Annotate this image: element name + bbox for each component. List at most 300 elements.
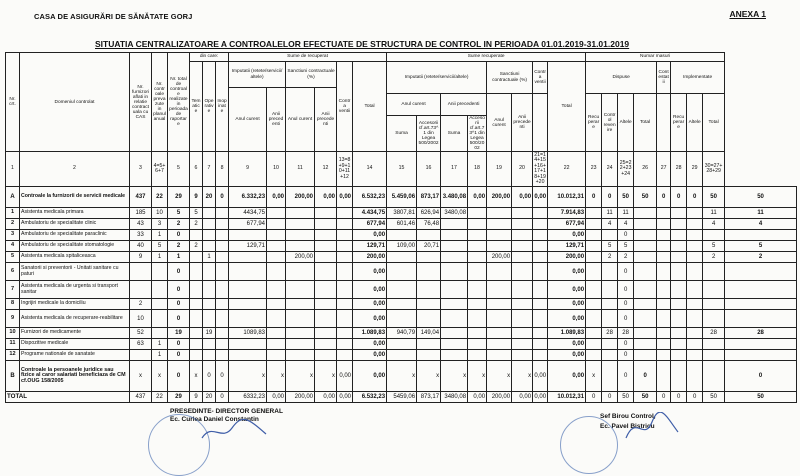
cell-col-17 bbox=[468, 230, 487, 241]
cell-col-3: 22 bbox=[152, 187, 168, 208]
cell-col-2: 63 bbox=[130, 339, 152, 350]
cell-col-15: 20,71 bbox=[417, 241, 441, 252]
row-label: Asistenta medicala de recuperare-reabilitare bbox=[20, 310, 130, 328]
cell-col-18 bbox=[487, 230, 512, 241]
cell-col-18 bbox=[487, 208, 512, 219]
cell-col-20 bbox=[533, 350, 548, 361]
cell-col-17: x bbox=[468, 361, 487, 392]
cell-col-19 bbox=[512, 252, 533, 263]
cell-col-15 bbox=[417, 299, 441, 310]
document-title: SITUATIA CENTRALIZATOARE A CONTROALELOR EFECTUATE DE STRUCTURA DE CONTROL IN PERIOADA 01.01.2019-31.01.2019 bbox=[95, 39, 630, 49]
cell-col-6 bbox=[203, 230, 216, 241]
cell-col-28: 0 bbox=[687, 392, 703, 403]
table-row bbox=[6, 187, 797, 208]
cell-col-5 bbox=[190, 252, 203, 263]
cell-col-9: 0,00 bbox=[267, 392, 286, 403]
cell-col-30: 50 bbox=[725, 187, 797, 208]
cell-col-13: 0,00 bbox=[353, 263, 387, 281]
cell-col-11 bbox=[315, 252, 337, 263]
cell-col-25 bbox=[634, 230, 657, 241]
row-number: B bbox=[6, 361, 20, 392]
cell-col-29: 50 bbox=[703, 187, 725, 208]
cell-col-8 bbox=[229, 350, 267, 361]
cell-col-2: 52 bbox=[130, 328, 152, 339]
signature-left-name: Ec. Curlea Daniel Constantin bbox=[170, 415, 259, 423]
cell-col-29 bbox=[703, 299, 725, 310]
row-number: 7 bbox=[6, 281, 20, 299]
cell-col-11 bbox=[315, 219, 337, 230]
cell-col-26 bbox=[657, 230, 671, 241]
col-dispuse: Dispuse bbox=[586, 62, 657, 94]
cell-col-21: 10.012,31 bbox=[548, 187, 586, 208]
cell-col-11 bbox=[315, 350, 337, 361]
cell-col-23 bbox=[602, 299, 618, 310]
cell-col-30: 28 bbox=[725, 328, 797, 339]
cell-col-8 bbox=[229, 339, 267, 350]
cell-col-6 bbox=[203, 263, 216, 281]
cell-col-18 bbox=[487, 219, 512, 230]
col-nr-total: Nr. total de controale realizate in perioada de raportare bbox=[168, 53, 190, 152]
cell-col-26 bbox=[657, 208, 671, 219]
col-rec-sanc-anul-curent: Anul curent bbox=[487, 94, 512, 152]
cell-col-26 bbox=[657, 241, 671, 252]
cell-col-18: 200,00 bbox=[487, 187, 512, 208]
table-row bbox=[6, 299, 797, 310]
row-number: 1 bbox=[6, 208, 20, 219]
cell-col-24: 5 bbox=[618, 241, 634, 252]
cell-col-20 bbox=[533, 219, 548, 230]
col-total-recuperat: Total bbox=[353, 62, 387, 152]
row-number: A bbox=[6, 187, 20, 208]
cell-col-14: 3807,81 bbox=[387, 208, 417, 219]
cell-col-9 bbox=[267, 252, 286, 263]
cell-col-30 bbox=[725, 339, 797, 350]
cell-col-4: 0 bbox=[168, 361, 190, 392]
cell-col-3: 10 bbox=[152, 208, 168, 219]
cell-col-28 bbox=[687, 299, 703, 310]
cell-col-20 bbox=[533, 328, 548, 339]
annex-label: ANEXA 1 bbox=[729, 9, 766, 19]
cell-col-12 bbox=[337, 350, 353, 361]
col-rec-curent-suma: Suma bbox=[387, 116, 417, 152]
cell-col-30: 4 bbox=[725, 219, 797, 230]
cell-col-19 bbox=[512, 299, 533, 310]
col-contestatii-sub bbox=[657, 94, 671, 152]
cell-col-26 bbox=[657, 310, 671, 328]
cell-col-25: 50 bbox=[634, 187, 657, 208]
cell-col-22 bbox=[586, 350, 602, 361]
cell-col-14 bbox=[387, 230, 417, 241]
cell-col-22: x bbox=[586, 361, 602, 392]
cell-col-10 bbox=[286, 281, 315, 299]
column-number-cell: 23 bbox=[586, 152, 602, 187]
table-row bbox=[6, 263, 797, 281]
cell-col-14 bbox=[387, 281, 417, 299]
cell-col-5: x bbox=[190, 361, 203, 392]
cell-col-21: 0,00 bbox=[548, 310, 586, 328]
cell-col-6 bbox=[203, 299, 216, 310]
cell-col-15: 626,94 bbox=[417, 208, 441, 219]
cell-col-3: 5 bbox=[152, 241, 168, 252]
cell-col-9 bbox=[267, 230, 286, 241]
cell-col-22 bbox=[586, 328, 602, 339]
cell-col-8 bbox=[229, 299, 267, 310]
cell-col-15: 76,48 bbox=[417, 219, 441, 230]
cell-col-21: 0,00 bbox=[548, 350, 586, 361]
cell-col-23 bbox=[602, 310, 618, 328]
cell-col-20 bbox=[533, 281, 548, 299]
cell-col-9: 0,00 bbox=[267, 187, 286, 208]
col-imp-anii-precedenti: Anii precedenti bbox=[267, 88, 286, 152]
cell-col-16 bbox=[441, 328, 468, 339]
cell-col-19: 0,00 bbox=[512, 392, 533, 403]
cell-col-27 bbox=[671, 219, 687, 230]
cell-col-20 bbox=[533, 252, 548, 263]
cell-col-9 bbox=[267, 350, 286, 361]
col-rec-contraventii-sub bbox=[533, 94, 548, 152]
cell-col-2: 2 bbox=[130, 299, 152, 310]
cell-col-27 bbox=[671, 263, 687, 281]
cell-col-23 bbox=[602, 350, 618, 361]
cell-col-21: 7.914,83 bbox=[548, 208, 586, 219]
column-number-cell: 12 bbox=[315, 152, 337, 187]
cell-col-11 bbox=[315, 281, 337, 299]
row-label: Ambulatoriu de specialitate clinic bbox=[20, 219, 130, 230]
cell-col-18 bbox=[487, 241, 512, 252]
cell-col-14 bbox=[387, 299, 417, 310]
cell-col-7: 0 bbox=[216, 361, 229, 392]
table-row bbox=[6, 230, 797, 241]
column-number-cell: 21=14+15+16+17+18+19+20 bbox=[534, 151, 546, 186]
cell-col-19 bbox=[512, 350, 533, 361]
cell-col-5 bbox=[190, 230, 203, 241]
cell-col-30: 0 bbox=[725, 361, 797, 392]
cell-col-5 bbox=[190, 310, 203, 328]
cell-col-22 bbox=[586, 230, 602, 241]
column-number-cell: 14 bbox=[353, 152, 387, 187]
cell-col-28 bbox=[687, 230, 703, 241]
cell-col-25 bbox=[634, 281, 657, 299]
cell-col-27 bbox=[671, 328, 687, 339]
row-label: Asistenta medicala spitaliceasca bbox=[20, 252, 130, 263]
column-number-cell: 10 bbox=[267, 152, 286, 187]
cell-col-4: 0 bbox=[168, 230, 190, 241]
cell-col-3: 22 bbox=[152, 392, 168, 403]
col-imputatii-recuperate: Imputatii (retete/servicii/altele) bbox=[387, 62, 487, 94]
cell-col-18 bbox=[487, 328, 512, 339]
cell-col-6: 20 bbox=[203, 187, 216, 208]
cell-col-4: 0 bbox=[168, 263, 190, 281]
cell-col-12 bbox=[337, 281, 353, 299]
col-rec-anii-precedenti: Anii precedenti bbox=[441, 94, 487, 116]
cell-col-27 bbox=[671, 310, 687, 328]
cell-col-16: 3480,08 bbox=[441, 208, 468, 219]
cell-col-11 bbox=[315, 339, 337, 350]
cell-col-16 bbox=[441, 339, 468, 350]
cell-col-10 bbox=[286, 263, 315, 281]
cell-col-3 bbox=[152, 310, 168, 328]
cell-col-21: 0,00 bbox=[548, 281, 586, 299]
column-number-cell: 7 bbox=[203, 152, 216, 187]
cell-col-3 bbox=[152, 263, 168, 281]
cell-col-12 bbox=[337, 263, 353, 281]
col-dispuse-total: Total bbox=[634, 94, 657, 152]
table-row bbox=[6, 241, 797, 252]
control-report-table bbox=[5, 52, 797, 403]
col-contraventii: Contra ventii bbox=[337, 62, 353, 152]
cell-col-12 bbox=[337, 299, 353, 310]
cell-col-23 bbox=[602, 230, 618, 241]
organization-name: CASA DE ASIGURĂRI DE SĂNĂTATE GORJ bbox=[34, 12, 193, 21]
handwritten-signature-left bbox=[200, 416, 270, 444]
cell-col-6 bbox=[203, 339, 216, 350]
cell-col-29 bbox=[703, 230, 725, 241]
table-row bbox=[6, 281, 797, 299]
column-number-cell: 9 bbox=[229, 152, 267, 187]
column-number-cell: 20 bbox=[512, 152, 533, 187]
cell-col-25: 0 bbox=[634, 361, 657, 392]
cell-col-11: 0,00 bbox=[315, 392, 337, 403]
cell-col-16 bbox=[441, 310, 468, 328]
cell-col-24: 0 bbox=[618, 299, 634, 310]
cell-col-9 bbox=[267, 219, 286, 230]
cell-col-15 bbox=[417, 263, 441, 281]
cell-col-21: 200,00 bbox=[548, 252, 586, 263]
cell-col-8 bbox=[229, 310, 267, 328]
cell-col-2: 9 bbox=[130, 252, 152, 263]
column-number-cell: 13=8+9+10+11+12 bbox=[337, 152, 353, 187]
cell-col-17 bbox=[468, 263, 487, 281]
cell-col-12: 0,00 bbox=[337, 392, 353, 403]
cell-col-12: 0,00 bbox=[337, 361, 353, 392]
row-label: Controale la furnizorii de servicii medicale bbox=[20, 187, 130, 208]
cell-col-29 bbox=[703, 310, 725, 328]
cell-col-13: 0,00 bbox=[353, 361, 387, 392]
cell-col-18: x bbox=[487, 361, 512, 392]
cell-col-7 bbox=[216, 281, 229, 299]
cell-col-23: 11 bbox=[602, 208, 618, 219]
row-number: 3 bbox=[6, 230, 20, 241]
cell-col-4: 2 bbox=[168, 241, 190, 252]
cell-col-29 bbox=[703, 339, 725, 350]
cell-col-12 bbox=[337, 252, 353, 263]
cell-col-11 bbox=[315, 310, 337, 328]
col-sanctiuni: Sanctiuni contractuale (%) bbox=[286, 62, 337, 88]
cell-col-25 bbox=[634, 263, 657, 281]
cell-col-2: 10 bbox=[130, 310, 152, 328]
row-number: 10 bbox=[6, 328, 20, 339]
row-number: 6 bbox=[6, 263, 20, 281]
cell-col-29: 5 bbox=[703, 241, 725, 252]
cell-col-20: 0,00 bbox=[533, 187, 548, 208]
cell-col-10 bbox=[286, 299, 315, 310]
cell-col-27: 0 bbox=[671, 187, 687, 208]
cell-col-30 bbox=[725, 281, 797, 299]
cell-col-11: x bbox=[315, 361, 337, 392]
table-body bbox=[6, 187, 797, 403]
cell-col-5: 2 bbox=[190, 219, 203, 230]
col-nr-crt: Nr. crt. bbox=[6, 53, 20, 152]
cell-col-7 bbox=[216, 219, 229, 230]
cell-col-17 bbox=[468, 252, 487, 263]
column-number-cell: 5 bbox=[168, 152, 190, 187]
cell-col-12 bbox=[337, 328, 353, 339]
col-impl-total: Total bbox=[703, 94, 725, 152]
cell-col-10: 200,00 bbox=[286, 252, 315, 263]
cell-col-16: 3.480,08 bbox=[441, 187, 468, 208]
cell-col-3 bbox=[152, 281, 168, 299]
cell-col-28 bbox=[687, 252, 703, 263]
cell-col-7: 0 bbox=[216, 392, 229, 403]
cell-col-11 bbox=[315, 241, 337, 252]
cell-col-30 bbox=[725, 310, 797, 328]
cell-col-16 bbox=[441, 230, 468, 241]
cell-col-16 bbox=[441, 281, 468, 299]
cell-col-27 bbox=[671, 350, 687, 361]
cell-col-8: 677,94 bbox=[229, 219, 267, 230]
cell-col-10 bbox=[286, 350, 315, 361]
column-number-cell: 17 bbox=[441, 152, 468, 187]
cell-col-12 bbox=[337, 230, 353, 241]
table-row bbox=[6, 361, 797, 392]
cell-col-27 bbox=[671, 339, 687, 350]
column-number-cell: 16 bbox=[417, 152, 441, 187]
col-nr-furnizori: Nr. furnizori aflati in relatie contractuala cu CAS bbox=[130, 53, 152, 152]
row-number: 5 bbox=[6, 252, 20, 263]
cell-col-13: 4.434,75 bbox=[353, 208, 387, 219]
column-number-cell: 15 bbox=[387, 152, 417, 187]
cell-col-13: 6.532,23 bbox=[353, 187, 387, 208]
cell-col-19 bbox=[512, 230, 533, 241]
cell-col-13: 1.089,83 bbox=[353, 328, 387, 339]
cell-col-27 bbox=[671, 230, 687, 241]
cell-col-27 bbox=[671, 361, 687, 392]
cell-col-7 bbox=[216, 339, 229, 350]
cell-col-6 bbox=[203, 310, 216, 328]
cell-col-8: 6332,23 bbox=[229, 392, 267, 403]
cell-col-19: 0,00 bbox=[512, 187, 533, 208]
cell-col-8: 4434,75 bbox=[229, 208, 267, 219]
cell-col-8: 1089,83 bbox=[229, 328, 267, 339]
cell-col-24: 0 bbox=[618, 281, 634, 299]
cell-col-10 bbox=[286, 339, 315, 350]
cell-col-22: 0 bbox=[586, 187, 602, 208]
cell-col-9 bbox=[267, 208, 286, 219]
cell-col-26: 0 bbox=[657, 187, 671, 208]
column-number-cell: 30=27+28+29 bbox=[703, 152, 725, 187]
cell-col-3: 3 bbox=[152, 219, 168, 230]
cell-col-7: 0 bbox=[216, 187, 229, 208]
cell-col-11 bbox=[315, 263, 337, 281]
cell-col-26 bbox=[657, 361, 671, 392]
cell-col-10 bbox=[286, 219, 315, 230]
cell-col-3: 1 bbox=[152, 339, 168, 350]
cell-col-8 bbox=[229, 263, 267, 281]
cell-col-4: 0 bbox=[168, 310, 190, 328]
cell-col-16 bbox=[441, 252, 468, 263]
column-number-cell: 19 bbox=[487, 152, 512, 187]
cell-col-29 bbox=[703, 281, 725, 299]
col-implementate: Implementate bbox=[671, 62, 725, 94]
cell-col-21: 0,00 bbox=[548, 299, 586, 310]
cell-col-4: 5 bbox=[168, 208, 190, 219]
cell-col-22 bbox=[586, 241, 602, 252]
cell-col-3: x bbox=[152, 361, 168, 392]
cell-col-7 bbox=[216, 252, 229, 263]
cell-col-14: 5459,06 bbox=[387, 392, 417, 403]
cell-col-14: 601,46 bbox=[387, 219, 417, 230]
cell-col-8 bbox=[229, 281, 267, 299]
column-number-row bbox=[6, 152, 797, 187]
cell-col-14 bbox=[387, 252, 417, 263]
cell-col-7 bbox=[216, 208, 229, 219]
cell-col-22 bbox=[586, 281, 602, 299]
cell-col-17 bbox=[468, 350, 487, 361]
cell-col-24: 0 bbox=[618, 310, 634, 328]
cell-col-12 bbox=[337, 310, 353, 328]
column-number-cell: 29 bbox=[687, 152, 703, 187]
cell-col-24: 0 bbox=[618, 230, 634, 241]
cell-col-7 bbox=[216, 299, 229, 310]
table-row bbox=[6, 339, 797, 350]
col-inopinate: Inopinate bbox=[216, 62, 229, 152]
cell-col-20 bbox=[533, 263, 548, 281]
table-row bbox=[6, 219, 797, 230]
cell-col-4: 29 bbox=[168, 187, 190, 208]
cell-col-16 bbox=[441, 263, 468, 281]
cell-col-25 bbox=[634, 339, 657, 350]
cell-col-27 bbox=[671, 299, 687, 310]
cell-col-4: 0 bbox=[168, 339, 190, 350]
cell-col-7 bbox=[216, 263, 229, 281]
col-sanc-anii-precedenti: Anii precedenti bbox=[315, 88, 337, 152]
column-number-cell: 1 bbox=[6, 152, 20, 187]
table-row bbox=[6, 208, 797, 219]
cell-col-13: 0,00 bbox=[353, 299, 387, 310]
col-sanc-anul-curent: Anul curent bbox=[286, 88, 315, 152]
cell-col-18 bbox=[487, 281, 512, 299]
cell-col-30: 2 bbox=[725, 252, 797, 263]
cell-col-12: 0,00 bbox=[337, 187, 353, 208]
col-rec-precedent-accesorii: Accesorii cf.art.73^1 din Legea 500/2002 bbox=[469, 116, 485, 152]
cell-col-5 bbox=[190, 299, 203, 310]
cell-col-29: 2 bbox=[703, 252, 725, 263]
row-label: Ingrijiri medicale la domiciliu bbox=[20, 299, 130, 310]
col-contestatii: Contestatii bbox=[657, 62, 671, 94]
cell-col-5 bbox=[190, 339, 203, 350]
cell-col-2: 33 bbox=[130, 230, 152, 241]
cell-col-8: 129,71 bbox=[229, 241, 267, 252]
cell-col-29: 50 bbox=[703, 392, 725, 403]
cell-col-24: 50 bbox=[618, 187, 634, 208]
cell-col-26 bbox=[657, 219, 671, 230]
cell-col-14 bbox=[387, 339, 417, 350]
cell-col-22 bbox=[586, 310, 602, 328]
cell-col-9 bbox=[267, 310, 286, 328]
cell-col-2: 43 bbox=[130, 219, 152, 230]
cell-col-5 bbox=[190, 263, 203, 281]
table-row bbox=[6, 350, 797, 361]
cell-col-6: 0 bbox=[203, 361, 216, 392]
cell-col-9 bbox=[267, 339, 286, 350]
cell-col-28 bbox=[687, 263, 703, 281]
row-label: TOTAL bbox=[6, 392, 130, 403]
cell-col-17 bbox=[468, 219, 487, 230]
cell-col-21: 677,94 bbox=[548, 219, 586, 230]
cell-col-10 bbox=[286, 310, 315, 328]
col-total-recuperate: Total bbox=[548, 62, 586, 152]
cell-col-20 bbox=[533, 310, 548, 328]
